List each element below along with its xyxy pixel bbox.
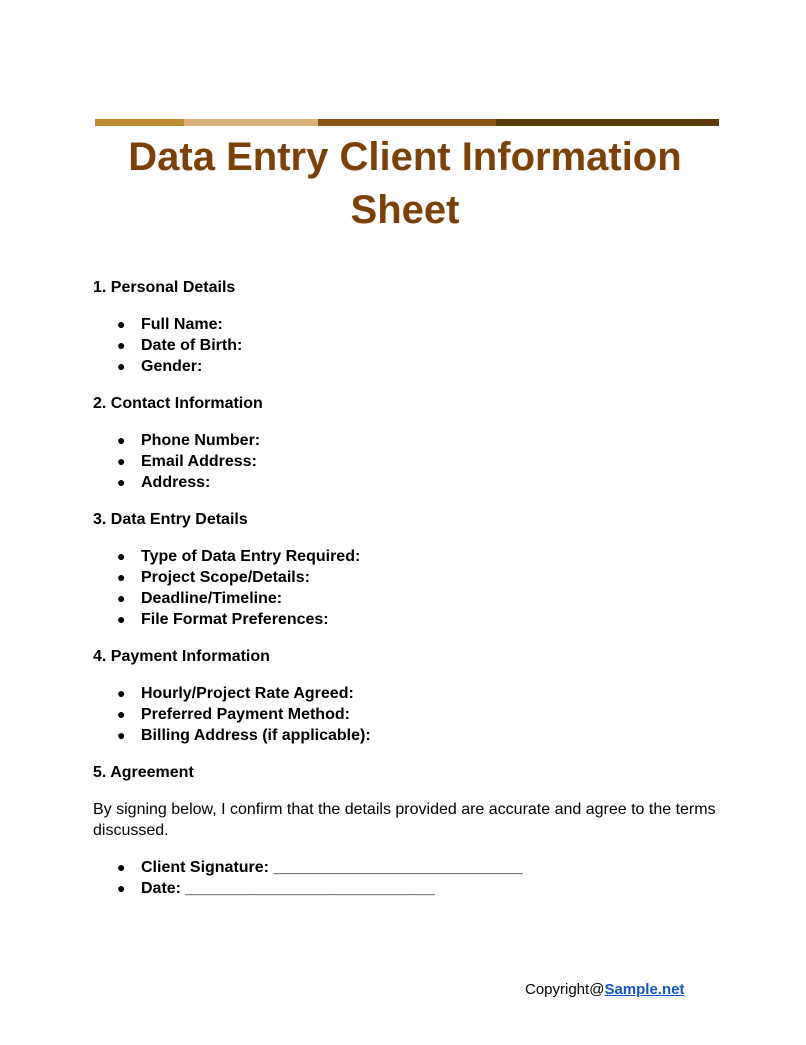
item-label: Hourly/Project Rate Agreed:: [141, 685, 354, 702]
item-label: Date: ____________________________: [141, 880, 435, 897]
list-item: [93, 588, 723, 609]
color-bar-segment-1: [95, 119, 184, 126]
section-heading-data-entry-details: 3. Data Entry Details: [93, 511, 248, 528]
list-item: [93, 725, 723, 746]
copyright-footer: [525, 980, 684, 1000]
bullet-icon: ●: [117, 685, 126, 701]
list-item: [93, 314, 723, 335]
bullet-icon: ●: [117, 337, 126, 353]
list-item: [93, 683, 723, 704]
contact-information-list: [93, 430, 723, 493]
list-item: [93, 451, 723, 472]
item-label: Date of Birth:: [141, 337, 243, 354]
item-label: Type of Data Entry Required:: [141, 548, 361, 565]
item-label: Phone Number:: [141, 432, 261, 449]
list-item: [93, 335, 723, 356]
copyright-text: Copyright@: [525, 981, 605, 998]
page-title: Data Entry Client Information Sheet: [128, 135, 682, 232]
list-item: [93, 356, 723, 377]
list-item: [93, 609, 723, 630]
item-label: Full Name:: [141, 316, 223, 333]
document-body: [93, 277, 723, 915]
signature-list: [93, 857, 723, 899]
list-item: [93, 430, 723, 451]
list-item: [93, 704, 723, 725]
personal-details-list: [93, 314, 723, 377]
list-item: [93, 472, 723, 493]
item-label: Deadline/Timeline:: [141, 590, 283, 607]
item-label: Client Signature: ____________________________: [141, 859, 523, 876]
bullet-icon: ●: [117, 706, 126, 722]
data-entry-details-list: [93, 546, 723, 630]
signature-line: [93, 857, 723, 878]
item-label: Email Address:: [141, 453, 257, 470]
section-heading-agreement: 5. Agreement: [93, 764, 194, 781]
bullet-icon: ●: [117, 880, 126, 896]
payment-information-list: [93, 683, 723, 746]
section-heading-payment-information: 4. Payment Information: [93, 648, 270, 665]
color-bar-segment-2: [184, 119, 318, 126]
decorative-color-bar: [95, 119, 719, 126]
bullet-icon: ●: [117, 548, 126, 564]
list-item: [93, 546, 723, 567]
list-item: [93, 567, 723, 588]
bullet-icon: ●: [117, 316, 126, 332]
color-bar-segment-4: [496, 119, 719, 126]
bullet-icon: ●: [117, 569, 126, 585]
item-label: Address:: [141, 474, 211, 491]
item-label: File Format Preferences:: [141, 611, 329, 628]
bullet-icon: ●: [117, 358, 126, 374]
item-label: Project Scope/Details:: [141, 569, 310, 586]
bullet-icon: ●: [117, 474, 126, 490]
item-label: Billing Address (if applicable):: [141, 727, 371, 744]
item-label: Gender:: [141, 358, 203, 375]
sample-net-link[interactable]: Sample.net: [604, 981, 685, 998]
section-heading-personal-details: 1. Personal Details: [93, 279, 236, 296]
bullet-icon: ●: [117, 611, 126, 627]
agreement-paragraph: By signing below, I confirm that the details provided are accurate and agree to the terms discussed.: [93, 801, 716, 839]
date-line: [93, 878, 723, 899]
item-label: Preferred Payment Method:: [141, 706, 350, 723]
bullet-icon: ●: [117, 453, 126, 469]
bullet-icon: ●: [117, 432, 126, 448]
section-heading-contact-information: 2. Contact Information: [93, 395, 263, 412]
bullet-icon: ●: [117, 727, 126, 743]
bullet-icon: ●: [117, 859, 126, 875]
bullet-icon: ●: [117, 590, 126, 606]
color-bar-segment-3: [318, 119, 496, 126]
